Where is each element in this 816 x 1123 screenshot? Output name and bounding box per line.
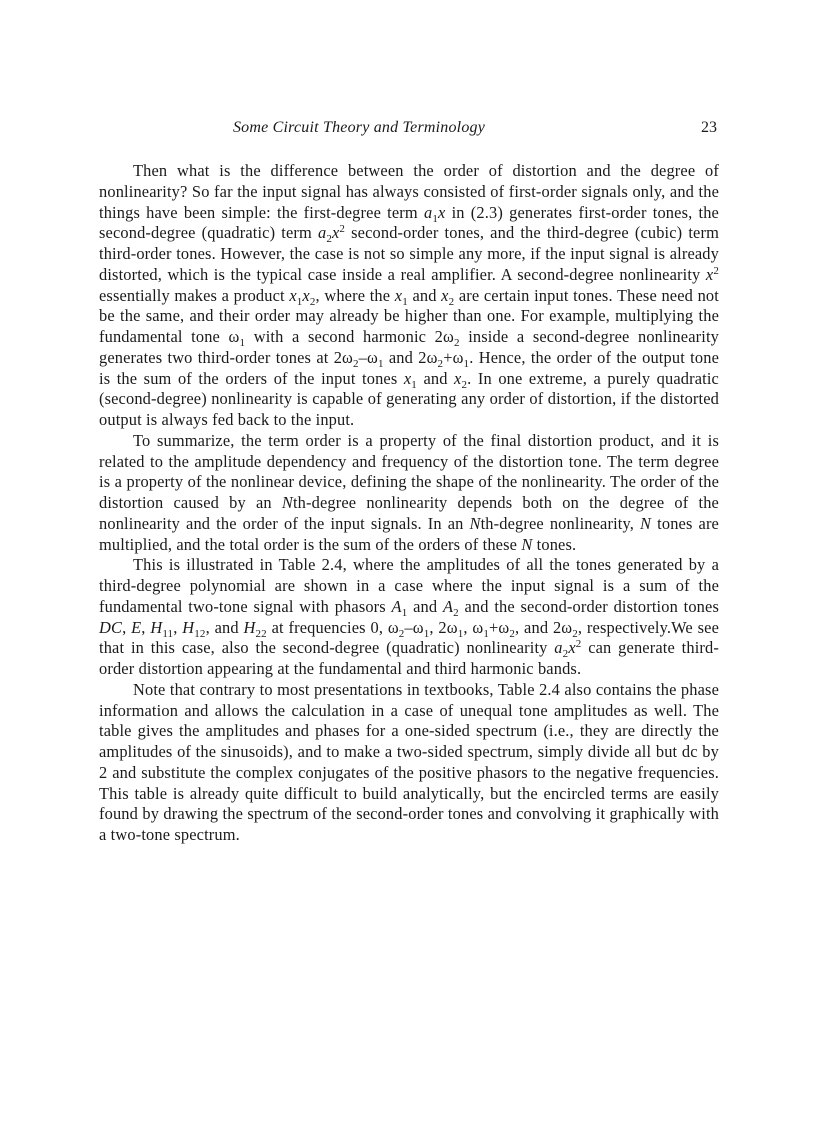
paragraph-3: This is illustrated in Table 2.4, where the amplitudes of all the tones generated by a third-degree polynomial are shown in a case where the input signal is a sum of the fundamental two-tone signal with phasors $A_1$ and $A_2$ and the second-order distortion tones DC, E, $H_{11}$, $H_{12}$, and $H_{22}$ at frequencies 0, $\omega_2-\omega_1$, $2\omega_1$, $\omega_1+\omega_2$, and $2\omega_2$, respectively.We see that in this case, also the second-degree (quadratic) nonlinearity $a_2x^2$ can generate third-order distortion appearing at the fundamental and third harmonic bands.	[99, 555, 719, 678]
paragraph-1: Then what is the difference between the order of distortion and the degree of nonlinearity? So far the input signal has always consisted of first-order signals only, and the things have been simple: the first-degree term $a_1x$ in (2.3) generates first-order tones, the second-degree (quadratic) term $a_2x^2$ second-order tones, and the third-degree (cubic) term third-order tones. However, the case is not so simple any more, if the input signal is already distorted, which is the typical case inside a real amplifier. A second-degree nonlinearity $x^2$ essentially makes a product $x_1x_2$, where the $x_1$ and $x_2$ are certain input tones. These need not be the same, and their order may already be higher than one. For example, multiplying the fundamental tone $\omega_1$ with a second harmonic $2\omega_2$ inside a second-degree nonlinearity generates two third-order tones at $2\omega_2-\omega_1$ and $2\omega_2+\omega_1$. Hence, the order of the output tone is the sum of the orders of the input tones $x_1$ and $x_2$. In one extreme, a purely quadratic (second-degree) nonlinearity is capable of generating any order of distortion, if the distorted output is always fed back to the input.	[99, 161, 719, 429]
body-text	[99, 161, 719, 846]
running-title: Some Circuit Theory and Terminology	[232, 119, 486, 136]
running-head	[99, 119, 719, 141]
paragraph-4: Note that contrary to most presentations in textbooks, Table 2.4 also contains the phase information and allows the calculation in a case of unequal tone amplitudes as well. The table gives the amplitudes and phases for a one-sided spectrum (i.e., they are directly the amplitudes of the sinusoids), and to make a two-sided spectrum, simply divide all but dc by 2 and substitute the complex conjugates of the positive phasors to the negative frequencies. This table is already quite difficult to build analytically, but the encircled terms are easily found by drawing the spectrum of the second-order tones and convolving it graphically with a two-tone spectrum.	[99, 679, 719, 844]
page-number: 23	[701, 119, 717, 136]
paragraph-2: To summarize, the term order is a property of the final distortion product, and it is related to the amplitude dependency and frequency of the distortion tone. The term degree is a property of the nonlinear device, defining the shape of the nonlinearity. The order of the distortion caused by an Nth-degree nonlinearity depends both on the degree of the nonlinearity and the order of the input signals. In an Nth-degree nonlinearity, N tones are multiplied, and the total order is the sum of the orders of these N tones.	[99, 430, 719, 554]
